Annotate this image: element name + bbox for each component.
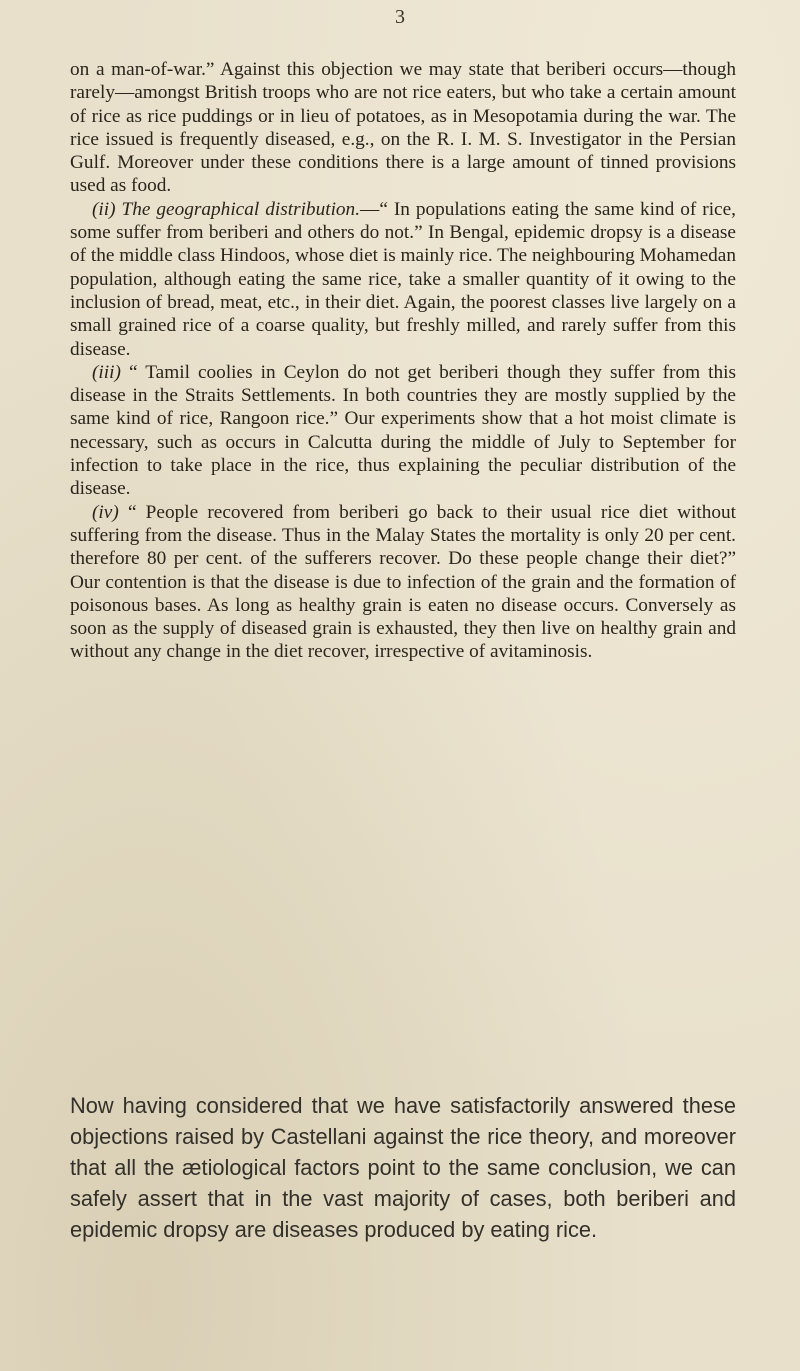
conclusion-paragraph: Now having considered that we have satisfactorily answered these objections raised by Castellani against the rice theory, and moreover that all the ætiological factors point to the same conclusion, we can safely assert that in the vast majority of cases, both beriberi and epidemic dropsy are diseases produced by eating rice.	[70, 1093, 736, 1242]
paragraph-text: —“ In populations eating the same kind of rice, some suffer from beriberi and others do not.” In Bengal, epidemic dropsy is a disease of the middle class Hindoos, whose diet is mainly rice. The neighbouring Mohamedan population, although eating the same rice, take a smaller quantity of it owing to the inclusion of bread, meat, etc., in their diet. Again, the poorest classes live largely on a small grained rice of a coarse quality, but freshly milled, and rarely suffer from this disease.	[70, 198, 736, 360]
body-text	[70, 58, 736, 664]
paragraph-text: on a man-of-war.” Against this objection we may state that beriberi occurs—though rarely—amongst British troops who are not rice eaters, but who take a certain amount of rice as rice puddings or in lieu of potatoes, as in Mesopotamia during the war. The rice issued is frequently diseased, e.g., on the R. I. M. S. Investigator in the Persian Gulf. Moreover under these conditions there is a large amount of tinned provisions used as food.	[70, 59, 736, 197]
paragraph-numeral: (ii)	[92, 198, 116, 220]
paragraph-numeral: (iv)	[92, 501, 119, 523]
paragraph-text: “ People recovered from beriberi go back to their usual rice diet without suffering from the disease. Thus in the Malay States the mortality is only 20 per cent. therefore 80 per cent. of the sufferers recover. Do these people change their diet?” Our contention is that the disease is due to infection of the grain and the formation of poisonous bases. As long as healthy grain is eaten no disease occurs. Conversely as soon as the supply of diseased grain is exhausted, they then live on healthy grain and without any change in the diet recover, irrespective of avitaminosis.	[70, 501, 736, 663]
paragraph-geographical-distribution	[70, 198, 736, 361]
page-number: 3	[395, 6, 405, 28]
paragraph-tamil-coolies	[70, 361, 736, 501]
paragraph-numeral: (iii)	[92, 361, 121, 383]
paragraph-text: “ Tamil coolies in Ceylon do not get beriberi though they suffer from this disease in the Straits Settlements. In both countries they are mostly supplied by the same kind of rice, Rangoon rice.” Our experiments show that a hot moist climate is necessary, such as occurs in Calcutta during the middle of July to September for infection to take place in the rice, thus explaining the peculiar distribution of the disease.	[70, 361, 736, 500]
paragraph-recovery	[70, 501, 736, 664]
paragraph-continuation	[70, 58, 736, 198]
paragraph-heading: The geographical distribution.	[121, 198, 361, 220]
